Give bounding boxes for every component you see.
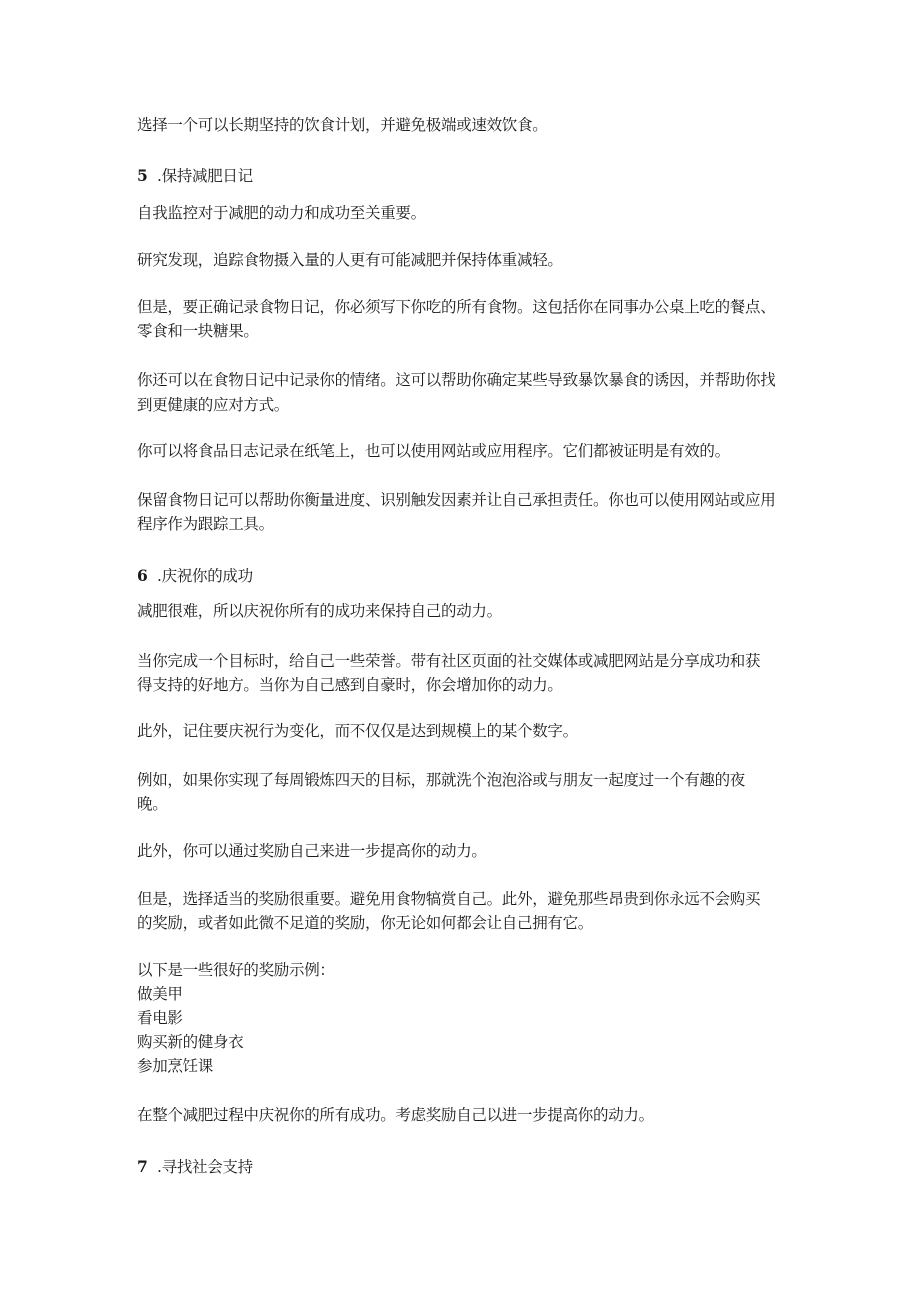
section-6-paragraph-7: 在整个减肥过程中庆祝你的所有成功。考虑奖励自己以进一步提高你的动力。 <box>137 1106 654 1124</box>
section-6-paragraph-4-line-1: 例如，如果你实现了每周锻炼四天的目标，那就洗个泡泡浴或与朋友一起度过一个有趣的夜 <box>137 771 746 789</box>
section-7-heading <box>137 1156 253 1178</box>
section-6-paragraph-2-line-1: 当你完成一个目标时，给自己一些荣誉。带有社区页面的社交媒体或减肥网站是分享成功和获 <box>137 652 761 670</box>
list-item: 购买新的健身衣 <box>137 1033 244 1051</box>
list-item: 做美甲 <box>137 985 183 1003</box>
section-6-number: 6 <box>137 566 148 585</box>
section-6-heading <box>137 565 253 587</box>
section-5-paragraph-4-line-1: 你还可以在食物日记中记录你的情绪。这可以帮助你确定某些导致暴饮暴食的诱因，并帮助你找 <box>137 371 776 389</box>
rewards-list-intro: 以下是一些很好的奖励示例： <box>137 961 335 979</box>
list-item: 看电影 <box>137 1009 183 1027</box>
section-6-paragraph-5: 此外，你可以通过奖励自己来进一步提高你的动力。 <box>137 842 487 860</box>
section-5-paragraph-6-line-2: 程序作为跟踪工具。 <box>137 515 274 533</box>
section-6-paragraph-1: 减肥很难，所以庆祝你所有的成功来保持自己的动力。 <box>137 602 502 620</box>
section-6-paragraph-3: 此外，记住要庆祝行为变化，而不仅仅是达到规模上的某个数字。 <box>137 722 578 740</box>
intro-line: 选择一个可以长期坚持的饮食计划，并避免极端或速效饮食。 <box>137 116 548 134</box>
section-7-title: .寻找社会支持 <box>157 1158 253 1176</box>
section-5-paragraph-1: 自我监控对于减肥的动力和成功至关重要。 <box>137 204 426 222</box>
section-5-paragraph-2: 研究发现，追踪食物摄入量的人更有可能减肥并保持体重减轻。 <box>137 251 563 269</box>
section-5-title: .保持减肥日记 <box>157 167 253 185</box>
section-6-paragraph-2-line-2: 得支持的好地方。当你为自己感到自豪时，你会增加你的动力。 <box>137 676 563 694</box>
section-5-number: 5 <box>137 166 148 185</box>
section-6-title: .庆祝你的成功 <box>157 567 253 585</box>
section-7-number: 7 <box>137 1157 148 1176</box>
list-item: 参加烹饪课 <box>137 1057 214 1075</box>
section-5-paragraph-5: 你可以将食品日志记录在纸笔上，也可以使用网站或应用程序。它们都被证明是有效的。 <box>137 442 730 460</box>
section-5-heading <box>137 165 253 187</box>
section-5-paragraph-3-line-1: 但是，要正确记录食物日记，你必须写下你吃的所有食物。这包括你在同事办公桌上吃的餐点、 <box>137 298 776 316</box>
section-5-paragraph-6-line-1: 保留食物日记可以帮助你衡量进度、识别触发因素并让自己承担责任。你也可以使用网站或应用 <box>137 491 776 509</box>
section-6-paragraph-4-line-2: 晚。 <box>137 795 168 813</box>
section-6-paragraph-6-line-1: 但是，选择适当的奖励很重要。避免用食物犒赏自己。此外，避免那些昂贵到你永远不会购买 <box>137 890 761 908</box>
section-6-paragraph-6-line-2: 的奖励，或者如此微不足道的奖励，你无论如何都会让自己拥有它。 <box>137 914 594 932</box>
section-5-paragraph-4-line-2: 到更健康的应对方式。 <box>137 396 290 414</box>
section-5-paragraph-3-line-2: 零食和一块糖果。 <box>137 322 259 340</box>
